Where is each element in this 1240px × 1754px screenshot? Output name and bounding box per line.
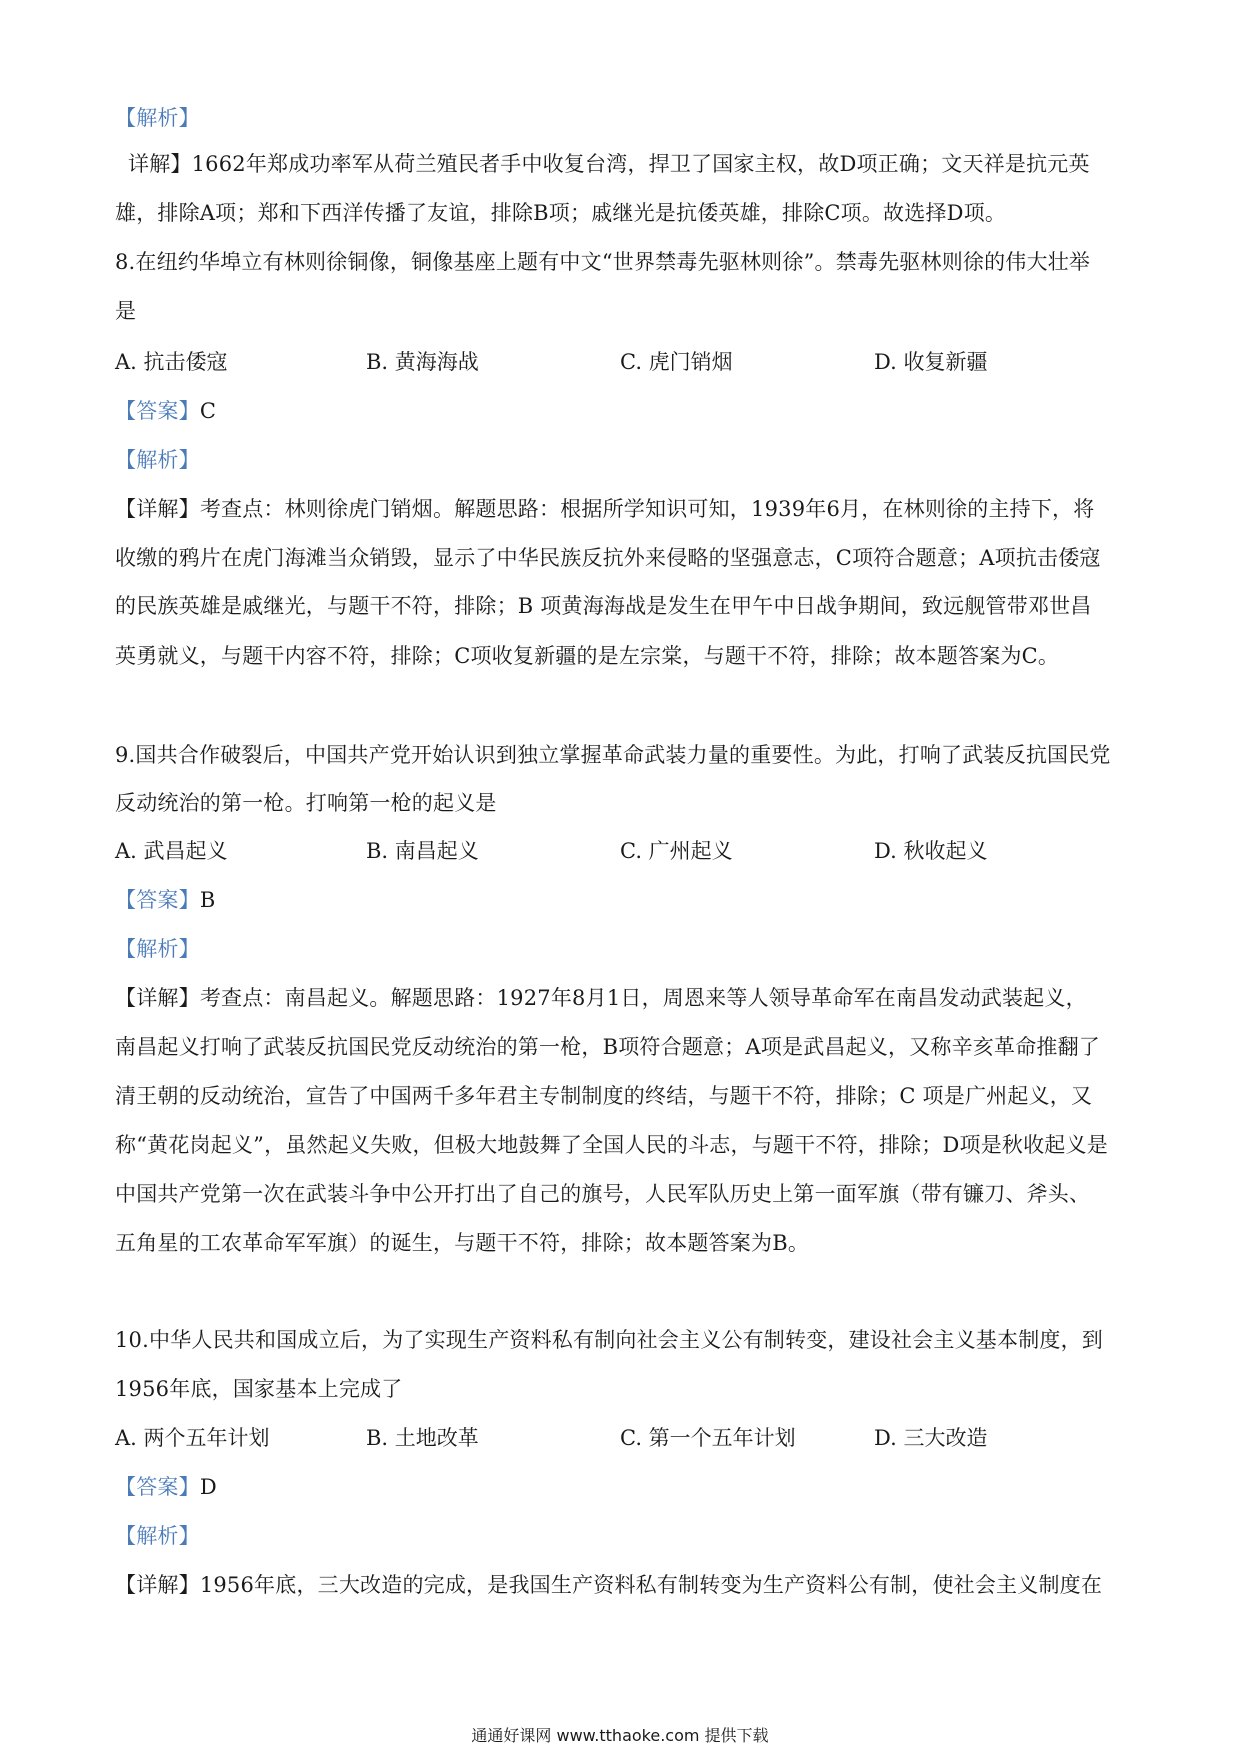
q9-answer-value: B xyxy=(199,888,216,912)
q8-detail-line-3: 的民族英雄是戚继光，与题干不符，排除；B 项黄海海战是发生在甲午中日战争期间，致远舰管带邓世昌 xyxy=(115,594,1092,618)
q10-stem-line-1: 10.中华人民共和国成立后，为了实现生产资料私有制向社会主义公有制转变，建设社会主义基本制度，到 xyxy=(115,1328,1103,1352)
q10-answer-line xyxy=(115,1473,1135,1501)
q8-answer-value: C xyxy=(199,399,217,423)
q8-detail-line-4: 英勇就义，与题干内容不符，排除；C项收复新疆的是左宗棠，与题干不符，排除；故本题答案为C。 xyxy=(115,644,1060,668)
q8-answer-label: 【答案】 xyxy=(115,399,200,423)
q9-detail-label: 【详解】 xyxy=(115,986,200,1010)
q10-answer-label: 【答案】 xyxy=(115,1475,200,1499)
q10-option-c: C. 第一个五年计划 xyxy=(620,1426,796,1450)
q10-option-b: B. 土地改革 xyxy=(366,1426,479,1450)
q10-answer-value: D xyxy=(199,1475,217,1499)
q8-option-c: C. 虎门销烟 xyxy=(620,350,733,374)
q9-option-a: A. 武昌起义 xyxy=(115,839,228,863)
q10-detail-label: 【详解】 xyxy=(115,1573,200,1597)
q9-detail-line-4: 称“黄花岗起义”，虽然起义失败，但极大地鼓舞了全国人民的斗志，与题干不符，排除；D项是秋收起义是 xyxy=(115,1133,1108,1157)
q10-option-d: D. 三大改造 xyxy=(874,1426,988,1450)
q7-detail-line-1: 详解】1662年郑成功率军从荷兰殖民者手中收复台湾，捍卫了国家主权，故D项正确；文天祥是抗元英 xyxy=(128,152,1090,176)
q8-option-b: B. 黄海海战 xyxy=(366,350,479,374)
q9-detail-text-1: 考查点：南昌起义。解题思路：1927年8月1日，周恩来等人领导革命军在南昌发动武装起义， xyxy=(199,986,1087,1010)
q9-detail-line-1 xyxy=(115,984,1135,1012)
q9-stem-line-1: 9.国共合作破裂后，中国共产党开始认识到独立掌握革命武装力量的重要性。为此，打响了武装反抗国民党 xyxy=(115,743,1111,767)
q9-answer-label: 【答案】 xyxy=(115,888,200,912)
q10-stem-line-2: 1956年底，国家基本上完成了 xyxy=(115,1377,403,1401)
q10-option-a: A. 两个五年计划 xyxy=(115,1426,270,1450)
q8-detail-label: 【详解】 xyxy=(115,497,200,521)
q9-detail-line-5: 中国共产党第一次在武装斗争中公开打出了自己的旗号，人民军队历史上第一面军旗（带有镰刀、斧头、 xyxy=(115,1182,1091,1206)
q9-option-d: D. 秋收起义 xyxy=(874,839,988,863)
q8-answer-line xyxy=(115,397,1135,425)
q8-analysis-label: 【解析】 xyxy=(115,448,200,472)
q7-detail-line-2: 雄，排除A项；郑和下西洋传播了友谊，排除B项；戚继光是抗倭英雄，排除C项。故选择D项。 xyxy=(115,201,1007,225)
q9-analysis-label: 【解析】 xyxy=(115,937,200,961)
q8-option-a: A. 抗击倭寇 xyxy=(115,350,228,374)
q10-detail-text-1: 1956年底，三大改造的完成，是我国生产资料私有制转变为生产资料公有制，使社会主义制度在 xyxy=(199,1573,1103,1597)
q10-analysis-label: 【解析】 xyxy=(115,1524,200,1548)
q9-detail-line-2: 南昌起义打响了武装反抗国民党反动统治的第一枪，B项符合题意；A项是武昌起义，又称辛亥革命推翻了 xyxy=(115,1035,1100,1059)
q9-option-b: B. 南昌起义 xyxy=(366,839,479,863)
q8-detail-text-1: 考查点：林则徐虎门销烟。解题思路：根据所学知识可知，1939年6月，在林则徐的主持下，将 xyxy=(199,497,1095,521)
q8-detail-line-1 xyxy=(115,495,1135,523)
q9-option-c: C. 广州起义 xyxy=(620,839,733,863)
q9-detail-line-3: 清王朝的反动统治，宣告了中国两千多年君主专制制度的终结，与题干不符，排除；C 项是广州起义，又 xyxy=(115,1084,1093,1108)
q7-analysis-label: 【解析】 xyxy=(115,106,200,130)
q9-stem-line-2: 反动统治的第一枪。打响第一枪的起义是 xyxy=(115,791,497,815)
q10-detail-line-1 xyxy=(115,1571,1135,1599)
q9-detail-line-6: 五角星的工农革命军军旗）的诞生，与题干不符，排除；故本题答案为B。 xyxy=(115,1231,810,1255)
q8-stem-line-2: 是 xyxy=(115,299,137,323)
q9-answer-line xyxy=(115,886,1135,914)
page-footer: 通通好课网 www.tthaoke.com 提供下载 xyxy=(471,1726,769,1745)
q8-option-d: D. 收复新疆 xyxy=(874,350,988,374)
q8-stem-line-1: 8.在纽约华埠立有林则徐铜像，铜像基座上题有中文“世界禁毒先驱林则徐”。禁毒先驱林则徐的伟大壮举 xyxy=(115,250,1091,274)
q8-detail-line-2: 收缴的鸦片在虎门海滩当众销毁，显示了中华民族反抗外来侵略的坚强意志，C项符合题意；A项抗击倭寇 xyxy=(115,546,1101,570)
